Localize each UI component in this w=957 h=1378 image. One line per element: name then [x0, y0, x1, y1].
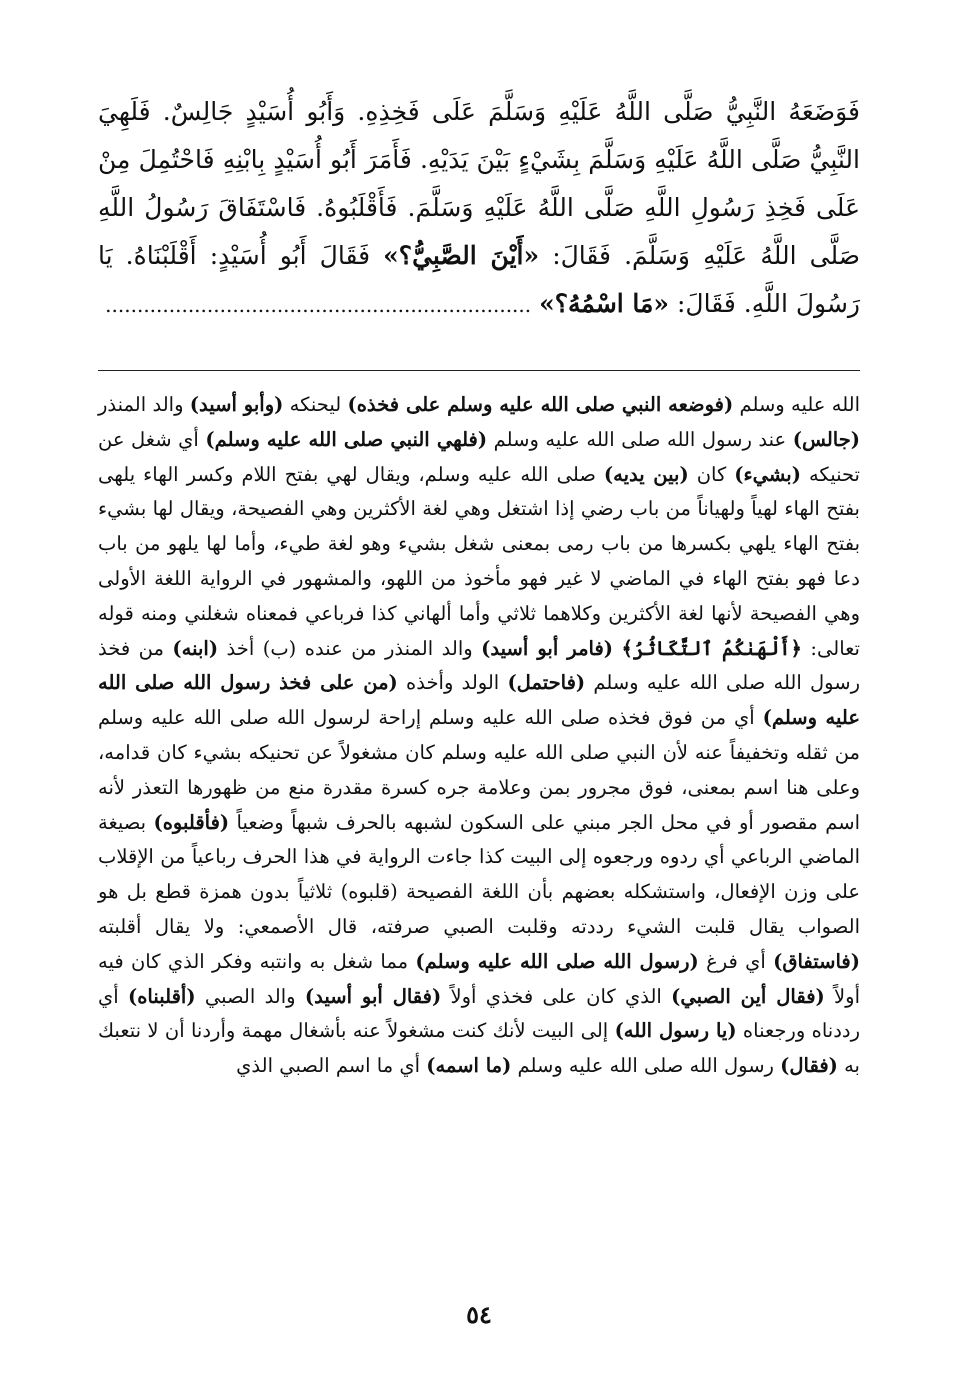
hadith-text [98, 88, 860, 329]
commentary-bold-segment: (فاحتمل) [507, 671, 586, 695]
commentary-bold-segment: (رسول الله صلى الله عليه وسلم) [415, 949, 699, 973]
commentary-bold-segment: (فامر أبو أسيد) [481, 636, 613, 660]
commentary-segment: أي شغل عن تحنيكه [98, 427, 860, 486]
commentary-bold-segment: (فقال) [780, 1054, 838, 1078]
commentary-text [98, 388, 860, 1084]
hadith-segment [531, 289, 539, 318]
footnote-divider [98, 370, 860, 371]
book-page [98, 88, 860, 1348]
commentary-bold-segment: (ما اسمه) [426, 1054, 512, 1078]
commentary-segment: الذي كان على فخذي أولاً [441, 984, 672, 1008]
commentary-segment: أي فرغ [698, 949, 774, 973]
commentary-bold-segment: (يا رسول الله) [614, 1019, 737, 1043]
commentary-bold-segment: (بين يديه) [603, 462, 689, 486]
commentary-segment: صلى الله عليه وسلم، ويقال لهي بفتح اللام وكسر الهاء يلهى بفتح الهاء لهياً ولهياناً من باب رضي إذا اشتغل وهي لغة الأكثرين وهي الفصيحة، ويقال لها بشيء بفتح الهاء يلهي بكسرها من باب رمى بمعنى شغل بشيء وهو لغة طيء، وأما لها يلهو من باب دعا فهو بفتح الهاء في الماضي لا غير فهو مأخوذ من اللهو، والمشهور في الرواية اللغة الأولى وهي الفصيحة لأنها لغة الأكثرين وكلاهما ثلاثي وأما ألهاني كذا فرباعي فمعناه شغلني ومنه قوله تعالى: [98, 462, 860, 660]
commentary-segment: إلى البيت لأنك كنت مشغولاً عنه بأشغال مهمة وأردنا أن لا نتعبك به [98, 1019, 860, 1078]
commentary-segment: رسول الله صلى الله عليه وسلم [511, 1054, 781, 1078]
commentary-bold-segment: (فقال أين الصبي) [671, 984, 825, 1008]
commentary-segment: من فخذ رسول الله صلى الله عليه وسلم [98, 636, 860, 695]
commentary-segment: ليحنكه [283, 393, 348, 416]
commentary-segment: الولد وأخذه [397, 671, 508, 695]
commentary-bold-segment: (أقلبناه) [127, 984, 196, 1008]
hadith-bold-segment: «مَا اسْمُهُ؟» [539, 289, 670, 318]
hadith-bold-segment: «أَيْنَ الصَّبِيُّ؟» [383, 241, 540, 270]
commentary-bold-segment: (وأبو أسيد) [189, 393, 284, 416]
commentary-bold-segment: (فوضعه النبي صلى الله عليه وسلم على فخذه) [347, 393, 734, 416]
commentary-bold-segment: (ابنه) [172, 636, 219, 660]
commentary-segment: أي رددناه ورجعناه [98, 984, 860, 1043]
hadith-segment: فَقَالَ أَبُو أُسَيْدٍ: أَقْلَبْنَاهُ. يَا رَسُولَ اللَّهِ. فَقَالَ: [98, 241, 860, 318]
commentary-bold-segment: (فلهي النبي صلى الله عليه وسلم) [205, 427, 488, 451]
commentary-segment: الله عليه وسلم [733, 393, 861, 416]
commentary-bold-segment: (فأقلبوه) [153, 810, 230, 834]
commentary-segment: والد المنذر من عنده (ب) أخذ [218, 636, 482, 660]
hadith-ellipsis: ................................................................... [105, 293, 532, 317]
commentary-bold-segment: (بشيء) [734, 462, 801, 486]
commentary-segment: أي من فوق فخذه صلى الله عليه وسلم إراحة لرسول الله صلى الله عليه وسلم من ثقله وتخفيفاً عنه لأن النبي صلى الله عليه وسلم كان مشغولاً عن تحنيكه بشيء كان قدامه، وعلى هنا اسم بمعنى، فوق مجرور بمن وعلامة جره كسرة مقدرة منع من ظهورها التعذر لأنه اسم مقصور أو في محل الجر مبني على السكون لشبهه بالحرف شبهاً وضعياً [98, 706, 860, 834]
commentary-segment: والد المنذر [98, 393, 190, 416]
commentary-bold-segment: (فقال أبو أسيد) [304, 984, 442, 1008]
hadith-segment: فَوَضَعَهُ النَّبِيُّ صَلَّى اللَّهُ عَلَيْهِ وَسَلَّمَ عَلَى فَخِذِهِ. وَأَبُو أُسَيْدٍ جَالِسٌ. فَلَهِيَ النَّبِيُّ صَلَّى اللَّهُ عَلَيْهِ وَسَلَّمَ بِشَيْءٍ بَيْنَ يَدَيْهِ. فَأَمَرَ أَبُو أُسَيْدٍ بِابْنِهِ فَاحْتُمِلَ مِنْ عَلَى فَخِذِ رَسُولِ اللَّهِ صَلَّى اللَّهُ عَلَيْهِ وَسَلَّمَ. فَأَقْلَبُوهُ. فَاسْتَفَاقَ رَسُولُ اللَّهِ صَلَّى اللَّهُ عَلَيْهِ وَسَلَّمَ. فَقَالَ: [98, 97, 860, 270]
commentary-bold-segment: (جالس) [792, 427, 861, 451]
commentary-bold-segment: (من على فخذ رسول الله صلى الله عليه وسلم) [98, 671, 860, 730]
commentary-segment: كان [688, 462, 735, 486]
commentary-segment: والد الصبي [195, 984, 305, 1008]
commentary-segment: عند رسول الله صلى الله عليه وسلم [487, 427, 793, 451]
commentary-segment: أي ما اسم الصبي الذي [236, 1054, 427, 1078]
commentary-bold-segment: ﴿أَلْهَىٰكُمُ ٱلتَّكَاثُرُ﴾ [621, 636, 802, 660]
commentary-segment: مما شغل به وانتبه وفكر الذي كان فيه أولاً [98, 949, 861, 1008]
page-number: ٥٤ [466, 1300, 492, 1329]
commentary-bold-segment: (فاستفاق) [773, 949, 860, 973]
commentary-segment: بصيغة الماضي الرباعي أي ردوه ورجعوه إلى البيت كذا جاءت الرواية في هذا الحرف رباعياً من الإقلاب على وزن الإفعال، واستشكله بعضهم بأن اللغة الفصيحة (قلبوه) ثلاثياً بدون همزة قطع بل هو الصواب يقال قلبت الشيء رددته وقلبت الصبي صرفته، قال الأصمعي: ولا يقال أقلبته [98, 810, 860, 938]
